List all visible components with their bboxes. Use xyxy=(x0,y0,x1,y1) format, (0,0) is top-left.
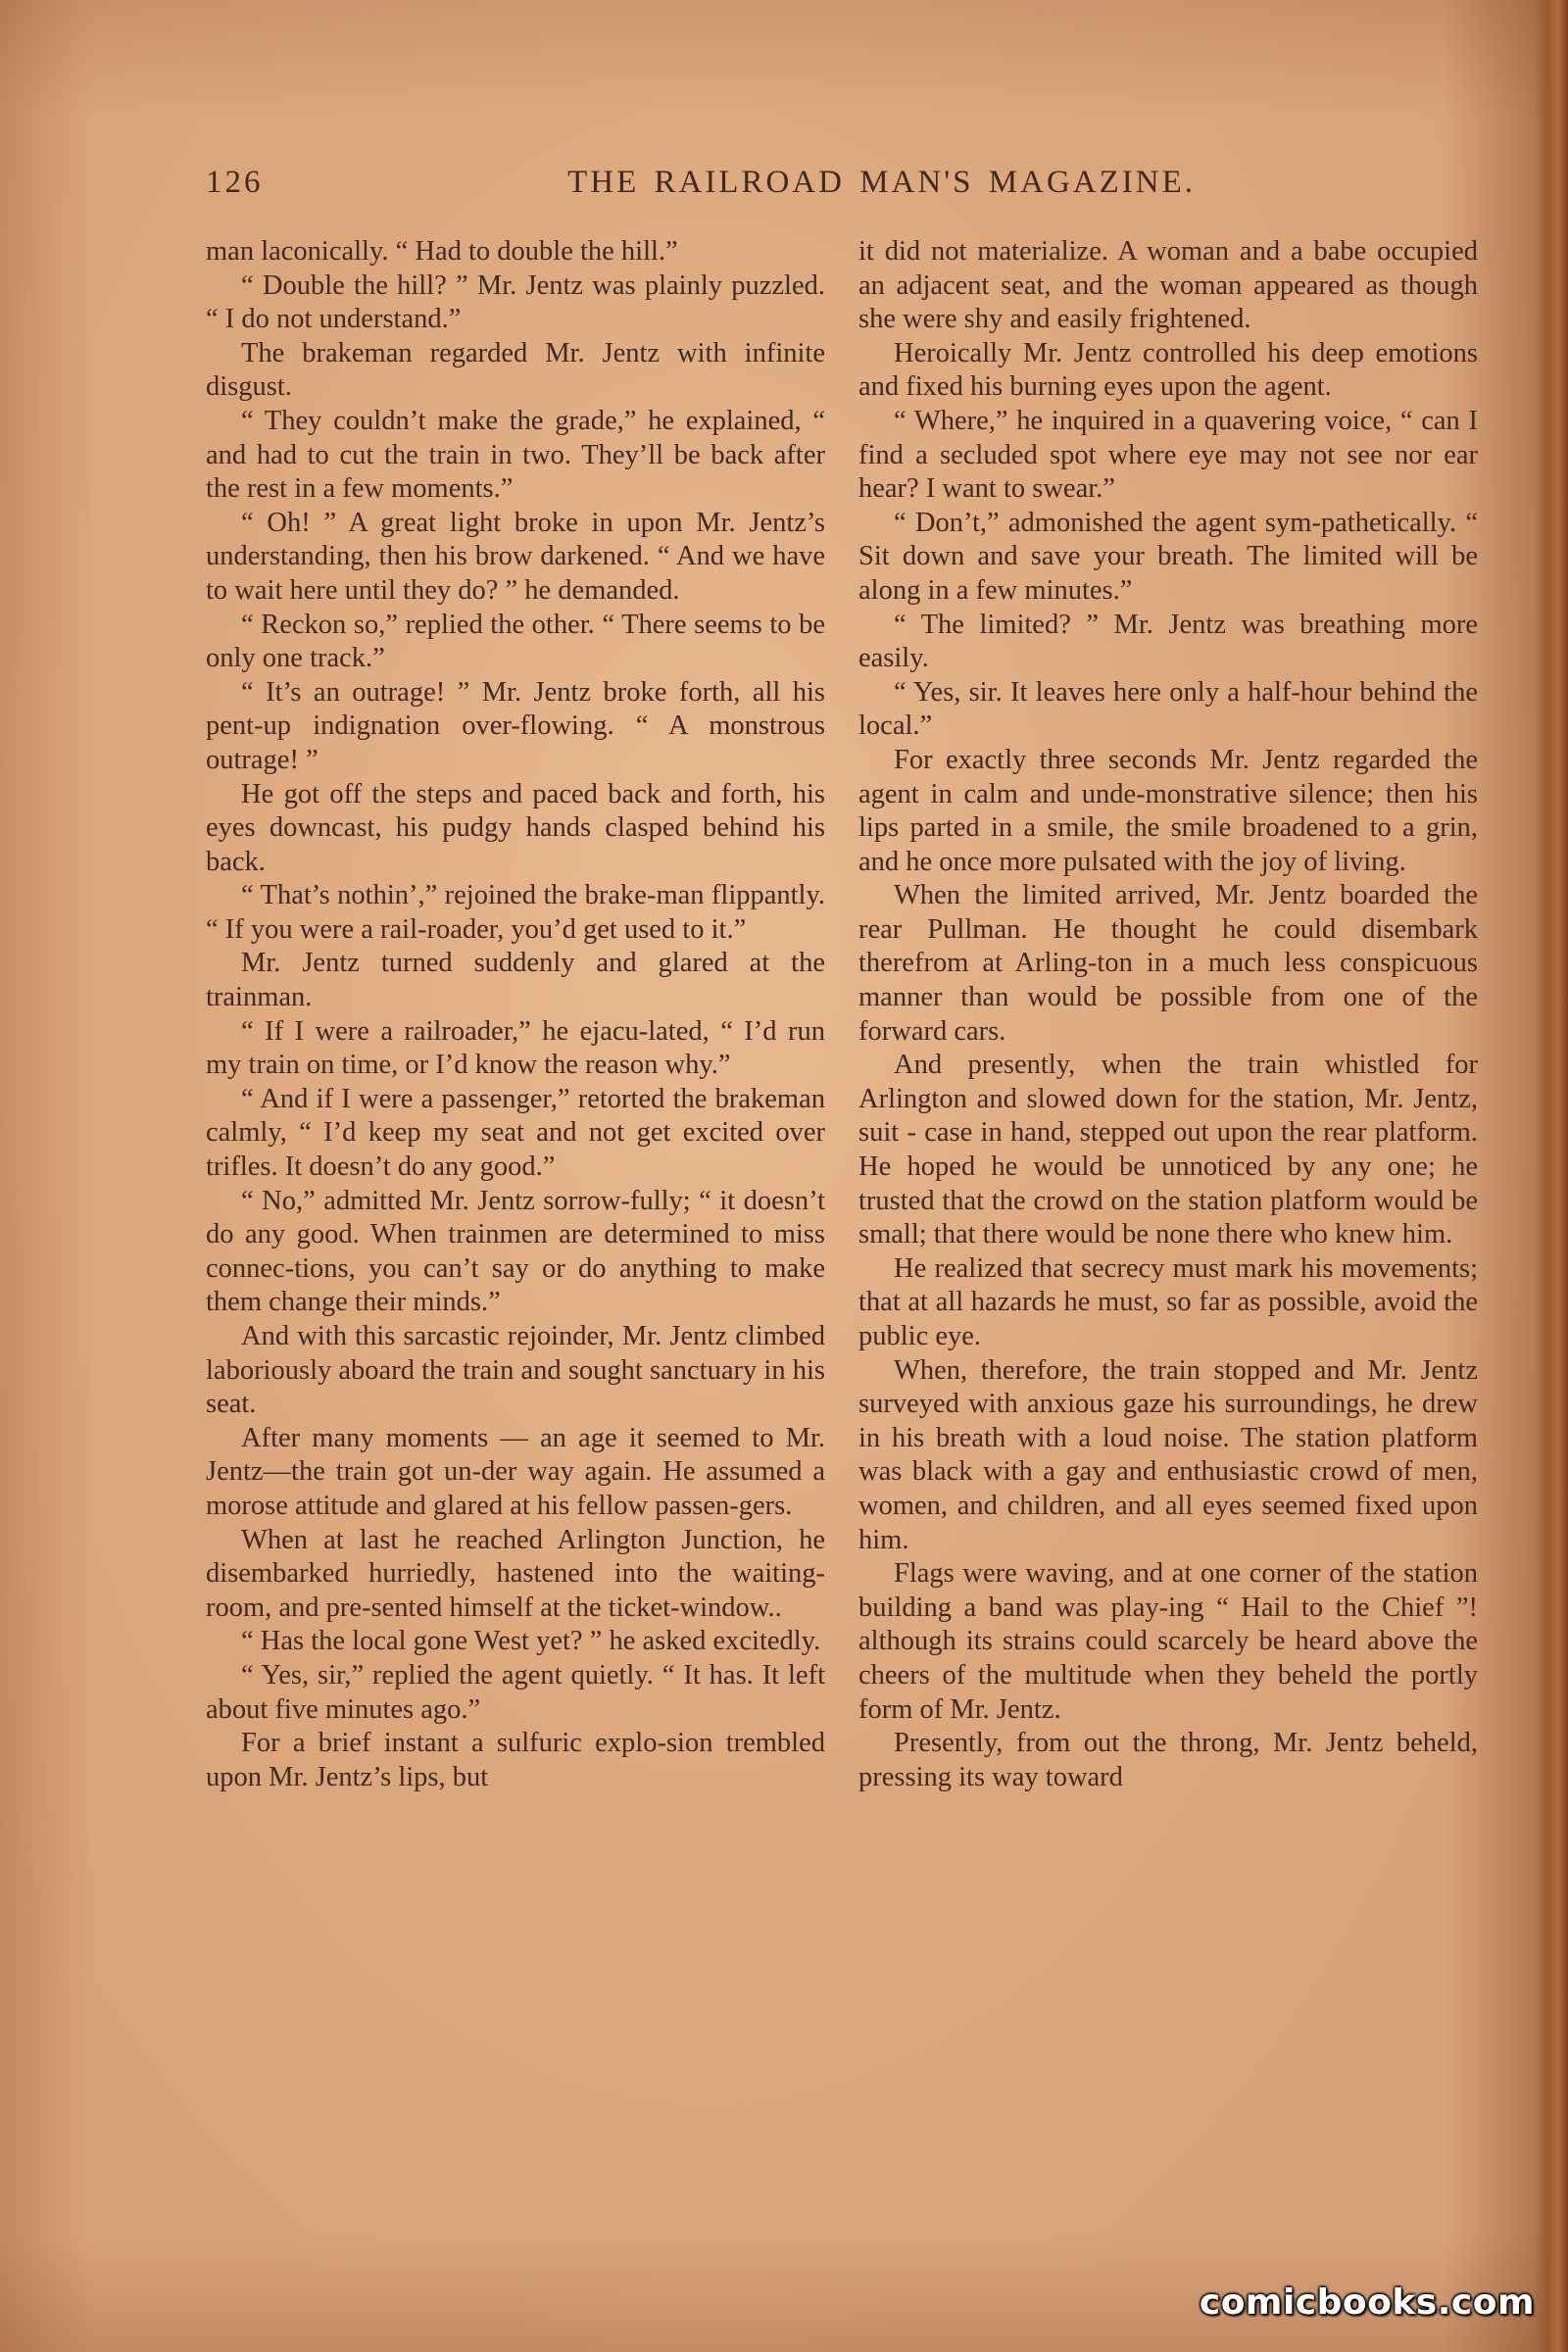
paragraph: When the limited arrived, Mr. Jentz boarded the rear Pullman. He thought he could disembark therefrom at Arling-ton in a much less conspicuous manner than would be possible from one of the forward cars. xyxy=(858,880,1478,1047)
paragraph: it did not materialize. A woman and a babe occupied an adjacent seat, and the woman appeared as though she were shy and easily frightened. xyxy=(858,236,1478,335)
paragraph: “ Where,” he inquired in a quavering voice, “ can I find a secluded spot where eye may not see nor ear hear? I want to swear.” xyxy=(858,405,1478,505)
paragraph: He got off the steps and paced back and forth, his eyes downcast, his pudgy hands clasped behind his back. xyxy=(206,778,825,877)
page-header xyxy=(206,165,1196,212)
paragraph: And presently, when the train whistled for Arlington and slowed down for the station, Mr. Jentz, suit - case in hand, stepped out upon the rear platform. He hoped he would be unnoticed by any one; he trusted that the crowd on the station platform would be small; that there would be none there who knew him. xyxy=(858,1050,1478,1250)
right-column xyxy=(858,235,1478,1794)
paragraph: The brakeman regarded Mr. Jentz with infinite disgust. xyxy=(206,337,825,403)
paragraph: “ If I were a railroader,” he ejacu-lated, “ I’d run my train on time, or I’d know the reason why.” xyxy=(206,1015,825,1081)
paragraph: “ Yes, sir. It leaves here only a half-hour behind the local.” xyxy=(858,676,1478,742)
paragraph: “ The limited? ” Mr. Jentz was breathing more easily. xyxy=(858,609,1478,674)
paragraph: He realized that secrecy must mark his movements; that at all hazards he must, so far as possible, avoid the public eye. xyxy=(858,1252,1478,1351)
paragraph: “ Oh! ” A great light broke in upon Mr. Jentz’s understanding, then his brow darkened. “ And we have to wait here until they do? ” he demanded. xyxy=(206,507,825,606)
paragraph: “ Yes, sir,” replied the agent quietly. “ It has. It left about five minutes ago.” xyxy=(206,1659,825,1725)
paragraph: “ Has the local gone West yet? ” he asked excitedly. xyxy=(241,1626,821,1657)
paragraph: When at last he reached Arlington Junction, he disembarked hurriedly, hastened into the waiting-room, and pre-sented himself at the ticket-window.. xyxy=(206,1524,825,1623)
running-title: THE RAILROAD MAN'S MAGAZINE. xyxy=(567,165,1196,200)
paragraph: “ Double the hill? ” Mr. Jentz was plainly puzzled. “ I do not understand.” xyxy=(206,270,825,335)
page-spine-edge xyxy=(1535,0,1568,2352)
page-number: 126 xyxy=(206,165,264,200)
paragraph: “ No,” admitted Mr. Jentz sorrow-fully; “ it doesn’t do any good. When trainmen are determined to miss connec-tions, you can’t say or do anything to make them change their minds.” xyxy=(206,1185,825,1318)
paragraph: “ Don’t,” admonished the agent sym-pathetically. “ Sit down and save your breath. The limited will be along in a few minutes.” xyxy=(858,507,1478,606)
paragraph: man laconically. “ Had to double the hill.” xyxy=(206,236,678,267)
paragraph: “ They couldn’t make the grade,” he explained, “ and had to cut the train in two. They’ll be back after the rest in a few moments.” xyxy=(206,405,825,505)
paragraph: “ Reckon so,” replied the other. “ There seems to be only one track.” xyxy=(206,609,825,674)
paragraph: Mr. Jentz turned suddenly and glared at the trainman. xyxy=(206,948,825,1013)
paragraph: Heroically Mr. Jentz controlled his deep emotions and fixed his burning eyes upon the agent. xyxy=(858,337,1478,403)
paragraph: After many moments — an age it seemed to Mr. Jentz—the train got un-der way again. He assumed a morose attitude and glared at his fellow passen-gers. xyxy=(206,1422,825,1521)
paragraph: When, therefore, the train stopped and Mr. Jentz surveyed with anxious gaze his surroundings, he drew in his breath with a loud noise. The station platform was black with a gay and enthusiastic crowd of men, women, and children, and all eyes seemed fixed upon him. xyxy=(858,1354,1478,1555)
paragraph: “ That’s nothin’,” rejoined the brake-man flippantly. “ If you were a rail-roader, you’d get used to it.” xyxy=(206,880,825,945)
paragraph: For exactly three seconds Mr. Jentz regarded the agent in calm and unde-monstrative silence; then his lips parted in a smile, the smile broadened to a grin, and he once more pulsated with the joy of living. xyxy=(858,744,1478,877)
paragraph: For a brief instant a sulfuric explo-sion trembled upon Mr. Jentz’s lips, but xyxy=(206,1728,825,1792)
paragraph: And with this sarcastic rejoinder, Mr. Jentz climbed laboriously aboard the train and sought sanctuary in his seat. xyxy=(206,1321,825,1420)
paragraph: “ And if I were a passenger,” retorted the brakeman calmly, “ I’d keep my seat and not get excited over trifles. It doesn’t do any good.” xyxy=(206,1083,825,1183)
paragraph: “ It’s an outrage! ” Mr. Jentz broke forth, all his pent-up indignation over-flowing. “ A monstrous outrage! ” xyxy=(206,676,825,775)
site-watermark: comicbooks.com xyxy=(1199,2282,1535,2323)
paragraph: Presently, from out the throng, Mr. Jentz beheld, pressing its way toward xyxy=(858,1728,1478,1792)
paragraph: Flags were waving, and at one corner of the station building a band was play-ing “ Hail to the Chief ”! although its strains could scarcely be heard above the cheers of the multitude when they beheld the portly form of Mr. Jentz. xyxy=(858,1558,1478,1725)
left-column xyxy=(206,235,825,1794)
